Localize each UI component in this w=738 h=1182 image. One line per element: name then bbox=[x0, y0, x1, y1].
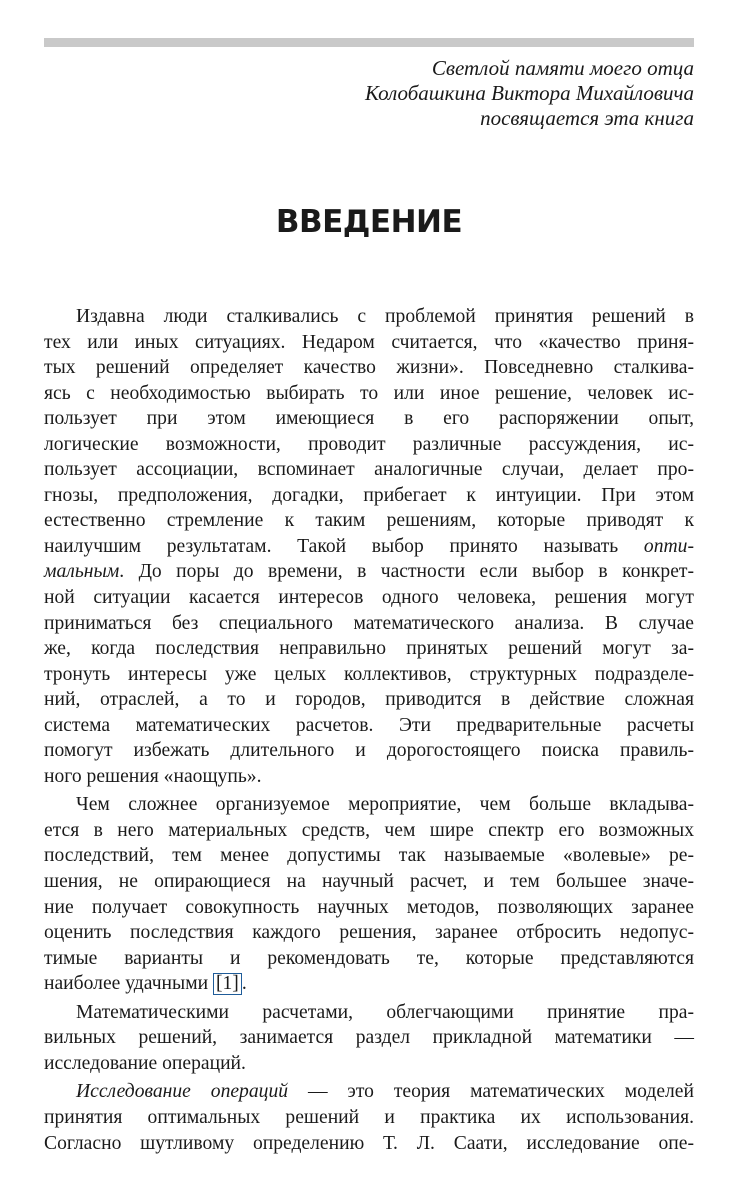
text-line: помогут избежать длительного и дорогостоящего поиска правиль- bbox=[44, 740, 694, 762]
text-line: гнозы, предположения, догадки, прибегает к интуиции. При этом bbox=[44, 484, 694, 506]
emphasis-term: Исследование операций bbox=[76, 1081, 289, 1103]
text-line: логические возможности, проводит различные рассуждения, ис- bbox=[44, 433, 694, 455]
text-line bbox=[44, 559, 694, 585]
text-line: вильных решений, занимается раздел прикладной математики — bbox=[44, 1027, 694, 1049]
text-line: оценить последствия каждого решения, заранее отбросить недопус- bbox=[44, 922, 694, 944]
dedication-line: посвящается эта книга bbox=[480, 106, 694, 130]
text-line: тронуть интересы уже целых коллективов, структурных подразделе- bbox=[44, 663, 694, 685]
text-line: ной ситуации касается интересов одного человека, решения могут bbox=[44, 587, 694, 609]
emphasis-term: опти- bbox=[643, 535, 694, 557]
text-line: тимые варианты и рекомендовать те, которые представляются bbox=[44, 947, 694, 969]
dedication bbox=[174, 56, 694, 131]
text-line: шения, не опирающиеся на научный расчет, и тем большее значе- bbox=[44, 871, 694, 893]
paragraph-3 bbox=[44, 1000, 694, 1077]
text-line: тых решений определяет качество жизни». Повседневно сталкива- bbox=[44, 357, 694, 379]
text-line: ного решения «наощупь». bbox=[44, 765, 262, 787]
text-segment: . До поры до времени, в частности если выбор в конкрет- bbox=[119, 561, 694, 583]
text-line: пользует при этом имеющиеся в его распоряжении опыт, bbox=[44, 408, 694, 430]
citation-link[interactable]: [1] bbox=[213, 973, 242, 995]
text-segment: наилучшим результатам. Такой выбор принято называть bbox=[44, 535, 619, 557]
text-line: последствий, тем менее допустимы так называемые «волевые» ре- bbox=[44, 845, 694, 867]
text-segment: наиболее удачными bbox=[44, 973, 213, 995]
text-line: ется в него материальных средств, чем шире спектр его возможных bbox=[44, 819, 694, 841]
text-line: Чем сложнее организуемое мероприятие, чем больше вкладыва- bbox=[76, 794, 694, 816]
text-line: ние получает совокупность научных методов, позволяющих заранее bbox=[44, 896, 694, 918]
text-line: исследование операций. bbox=[44, 1052, 246, 1074]
dedication-line: Колобашкина Виктора Михайловича bbox=[364, 81, 694, 105]
text-line: ний, отраслей, а то и городов, приводится в действие сложная bbox=[44, 689, 694, 711]
text-line: приниматься без специального математического анализа. В случае bbox=[44, 612, 694, 634]
text-line: естественно стремление к таким решениям, которые приводят к bbox=[44, 510, 694, 532]
text-line: ясь с необходимостью выбирать то или иное решение, человек ис- bbox=[44, 382, 694, 404]
text-line bbox=[44, 534, 694, 560]
text-line: система математических расчетов. Эти предварительные расчеты bbox=[44, 714, 694, 736]
dedication-line: Светлой памяти моего отца bbox=[431, 56, 694, 80]
paragraph-4 bbox=[44, 1079, 694, 1156]
text-line: тех или иных ситуациях. Недаром считается, что «качество приня- bbox=[44, 331, 694, 353]
text-segment: — это теория математических моделей bbox=[288, 1081, 694, 1103]
text-line bbox=[44, 1079, 694, 1105]
text-segment: . bbox=[241, 973, 247, 995]
text-line: принятия оптимальных решений и практика их использования. bbox=[44, 1106, 694, 1128]
text-line: Издавна люди сталкивались с проблемой принятия решений в bbox=[76, 306, 694, 327]
text-line: Математическими расчетами, облегчающими принятие пра- bbox=[76, 1001, 694, 1023]
text-line: же, когда последствия неправильно принятых решений могут за- bbox=[44, 638, 694, 660]
top-rule bbox=[44, 38, 694, 47]
paragraph-2 bbox=[44, 792, 694, 996]
chapter-title: ВВЕДЕНИЕ bbox=[275, 204, 463, 240]
paragraph-1 bbox=[44, 304, 694, 789]
body-text bbox=[44, 304, 694, 1156]
emphasis-term: мальным bbox=[44, 561, 120, 583]
text-line: Согласно шутливому определению Т. Л. Саати, исследование опе- bbox=[44, 1132, 694, 1154]
text-line bbox=[44, 971, 694, 997]
text-line: пользует ассоциации, вспоминает аналогичные случаи, делает про- bbox=[44, 459, 694, 481]
